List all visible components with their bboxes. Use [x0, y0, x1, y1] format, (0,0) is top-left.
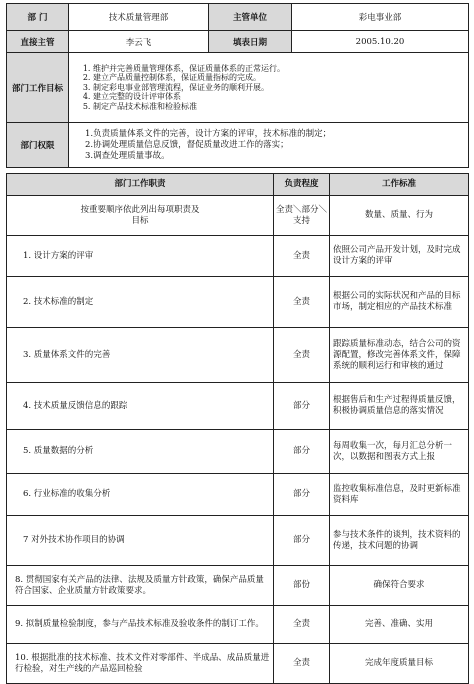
unit-label: 主管单位: [209, 4, 292, 31]
standard-subheader: 数量、质量、行为: [330, 196, 469, 236]
duty-column-header: 部门工作职责: [7, 174, 274, 196]
degree-cell: 全责: [274, 236, 330, 277]
duty-cell: 8. 贯彻国家有关产品的法律、法规及质量方针政策，确保产品质量符合国家、企业质量方针政策要求。: [7, 566, 274, 606]
duty-cell: 6. 行业标准的收集分析: [7, 474, 274, 516]
authority-item: 3.调查处理质量事故。: [85, 150, 170, 161]
table-row: [7, 516, 469, 566]
duties-subheader-row: [7, 196, 469, 236]
degree-cell: 部份: [274, 566, 330, 606]
standard-cell: 跟踪质量标准动态，结合公司的资源配置，修改完善体系文件，保障系统的顺利运行和审核的通过: [330, 328, 469, 383]
standard-column-header: 工作标准: [330, 174, 469, 196]
degree-cell: 全责: [274, 644, 330, 684]
standard-cell: 完成年度质量目标: [330, 644, 469, 684]
duty-cell: 5. 质量数据的分析: [7, 430, 274, 474]
table-row: [7, 277, 469, 328]
date-label: 填表日期: [209, 31, 292, 53]
goals-cell: [69, 53, 469, 123]
table-row: [7, 644, 469, 684]
standard-cell: 每周收集一次，每月汇总分析一次，以数据和图表方式上报: [330, 430, 469, 474]
standard-cell: 监控收集标准信息，及时更新标准资料库: [330, 474, 469, 516]
date-value: 2005.10.20: [292, 31, 469, 53]
authority-cell: [69, 123, 469, 168]
degree-cell: 部分: [274, 516, 330, 566]
goal-item: 1. 维护并完善质量管理体系，保证质量体系的正常运行。: [93, 64, 466, 74]
table-row: [7, 328, 469, 383]
table-row: [7, 236, 469, 277]
authority-item: 1.负责质量体系文件的完善，设计方案的评审，技术标准的制定；: [85, 128, 332, 139]
duty-cell: 7 对外技术协作项目的协调: [7, 516, 274, 566]
dept-row: [7, 4, 469, 31]
duty-cell: 4. 技术质量反馈信息的跟踪: [7, 383, 274, 430]
standard-cell: 确保符合要求: [330, 566, 469, 606]
duty-cell: 3. 质量体系文件的完善: [7, 328, 274, 383]
standard-cell: 根据售后和生产过程得质量反馈，积极协调质量信息的落实情况: [330, 383, 469, 430]
goal-item: 3. 制定彩电事业部管理流程，保证业务的顺利开展。: [93, 83, 466, 93]
goal-item: 5. 制定产品技术标准和检验标准: [93, 102, 466, 112]
degree-cell: 部分: [274, 430, 330, 474]
degree-cell: 部分: [274, 383, 330, 430]
authority-label: 部门权限: [7, 123, 69, 168]
goals-label: 部门工作目标: [7, 53, 69, 123]
goal-item: 4. 建立完整的设计评审体系: [93, 92, 466, 102]
degree-cell: 全责: [274, 277, 330, 328]
table-row: [7, 383, 469, 430]
job-info-table: [6, 3, 469, 168]
supervisor-value: 李云飞: [69, 31, 209, 53]
goals-row: [7, 53, 469, 123]
duties-table: [6, 173, 469, 684]
supervisor-label: 直接主管: [7, 31, 69, 53]
duty-cell: 2. 技术标准的制定: [7, 277, 274, 328]
duties-header-row: [7, 174, 469, 196]
standard-cell: 参与技术条件的谈判，技术资料的传递，技术问题的协调: [330, 516, 469, 566]
table-row: [7, 606, 469, 644]
duty-cell: 1. 设计方案的评审: [7, 236, 274, 277]
dept-value: 技术质量管理部: [69, 4, 209, 31]
degree-cell: 全责: [274, 606, 330, 644]
unit-value: 彩电事业部: [292, 4, 469, 31]
authority-item: 2.协调处理质量信息反馈，督促质量改进工作的落实；: [85, 139, 289, 150]
standard-cell: 依照公司产品开发计划，及时完成设计方案的评审: [330, 236, 469, 277]
table-row: [7, 474, 469, 516]
authority-list: [71, 129, 466, 162]
degree-column-header: 负责程度: [274, 174, 330, 196]
supervisor-row: [7, 31, 469, 53]
duty-cell: 10. 根据批准的技术标准、技术文件对零部件、半成品、成品质量进行检验，对生产线的产品巡回检验: [7, 644, 274, 684]
degree-cell: 全责: [274, 328, 330, 383]
degree-subheader: 全责＼部分＼支持: [274, 196, 330, 236]
duty-subheader: 按重要顺序依此列出每项职责及目标: [7, 196, 274, 236]
standard-cell: 根据公司的实际状况和产品的目标市场，制定相应的产品技术标准: [330, 277, 469, 328]
table-row: [7, 566, 469, 606]
goal-item: 2. 建立产品质量控制体系，保证质量指标的完成。: [93, 73, 466, 83]
standard-cell: 完善、准确、实用: [330, 606, 469, 644]
goals-list: [71, 64, 466, 112]
duty-cell: 9. 拟制质量检验制度，参与产品技术标准及验收条件的制订工作。: [7, 606, 274, 644]
table-row: [7, 430, 469, 474]
degree-cell: 部分: [274, 474, 330, 516]
dept-label: 部 门: [7, 4, 69, 31]
authority-row: [7, 123, 469, 168]
